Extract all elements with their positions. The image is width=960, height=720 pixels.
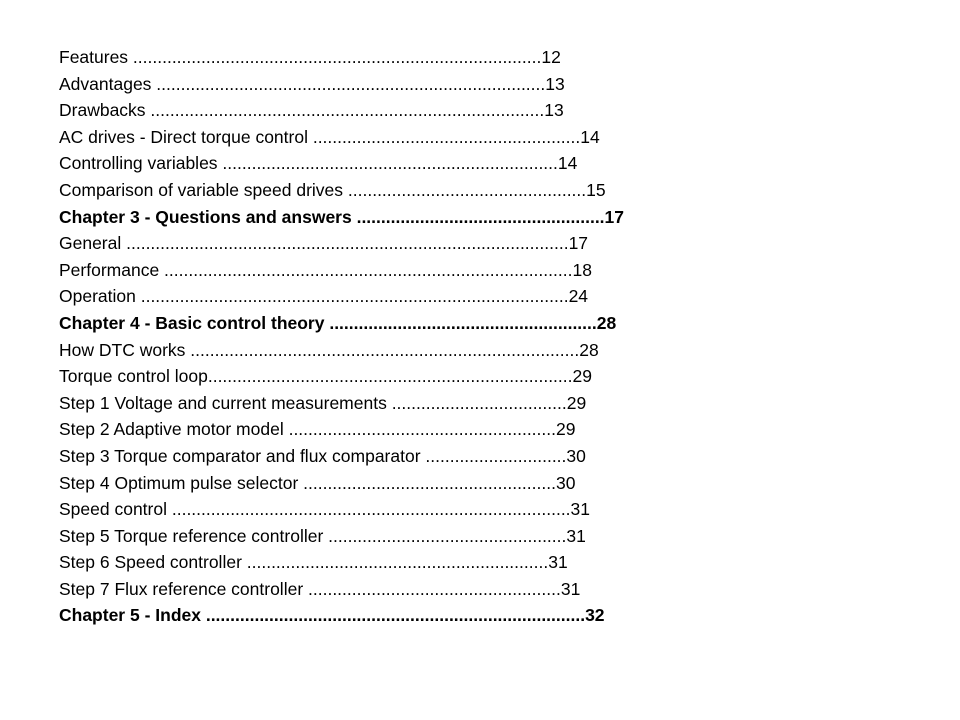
toc-entry: Operation ........................................................................................24 (59, 286, 589, 307)
toc-entry: How DTC works ................................................................................28 (59, 339, 599, 360)
toc-entry: Performance ....................................................................................18 (59, 259, 592, 280)
toc-entry: Controlling variables .....................................................................14 (59, 153, 578, 174)
toc-chapter-heading: Chapter 3 - Questions and answers ...................................................17 (59, 206, 625, 227)
toc-entry: Step 5 Torque reference controller .................................................31 (59, 525, 586, 546)
toc-entry: Comparison of variable speed drives .................................................15 (59, 179, 606, 200)
toc-entry: AC drives - Direct torque control .......................................................14 (59, 126, 600, 147)
toc-entry: Step 1 Voltage and current measurements ....................................29 (59, 392, 587, 413)
toc-entry: Step 3 Torque comparator and flux comparator .............................30 (59, 445, 586, 466)
toc-entry: Features ....................................................................................12 (59, 47, 561, 67)
toc-entry: Step 2 Adaptive motor model .......................................................29 (59, 419, 576, 440)
toc-entry: Drawbacks .................................................................................13 (59, 100, 564, 121)
toc-entry: Step 6 Speed controller ..............................................................31 (59, 552, 568, 573)
toc-entry: Step 7 Flux reference controller ....................................................31 (59, 578, 581, 599)
toc-chapter-heading: Chapter 5 - Index ..............................................................................32 (59, 605, 605, 626)
toc-entry: Step 4 Optimum pulse selector ....................................................30 (59, 472, 576, 493)
toc-entry: Speed control ..................................................................................31 (59, 499, 591, 520)
toc-entry: Torque control loop...........................................................................29 (59, 366, 592, 387)
toc-entry: General ...........................................................................................17 (59, 233, 589, 254)
toc-chapter-heading: Chapter 4 - Basic control theory .......................................................28 (59, 312, 617, 333)
toc-entry: Advantages ................................................................................13 (59, 73, 565, 94)
table-of-contents (59, 44, 819, 629)
